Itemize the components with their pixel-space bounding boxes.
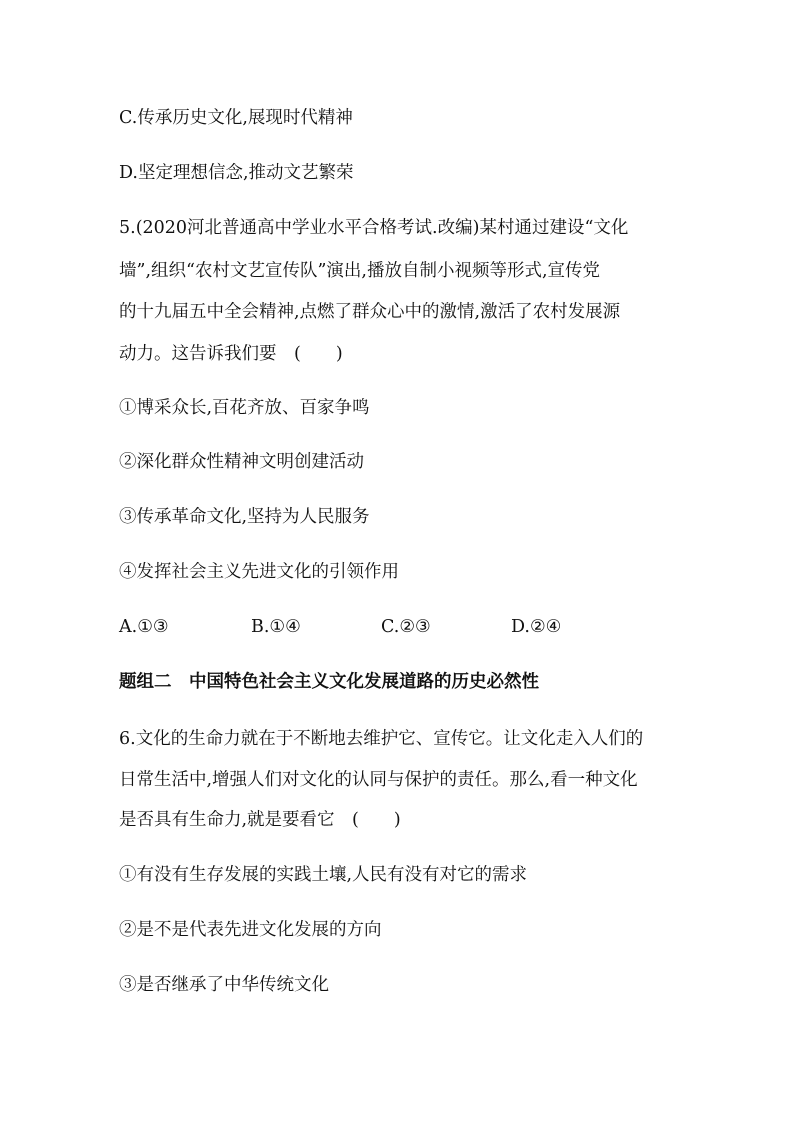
q5-statement-1: ①博采众长,百花齐放、百家争鸣: [119, 398, 370, 418]
q5-choice-c: C.②③: [381, 617, 431, 637]
q5-choice-d: D.②④: [511, 617, 562, 637]
q4-option-d: D.坚定理想信念,推动文艺繁荣: [119, 163, 354, 183]
q6-stem-line: 是否具有生命力,就是要看它 ( ): [119, 810, 401, 830]
q5-statement-2: ②深化群众性精神文明创建活动: [119, 452, 364, 472]
q6-statement-2: ②是不是代表先进文化发展的方向: [119, 920, 382, 940]
q5-choice-b: B.①④: [251, 617, 301, 637]
q5-stem-line: 墙”,组织“农村文艺宣传队”演出,播放自制小视频等形式,宣传党: [119, 261, 601, 281]
q6-statement-3: ③是否继承了中华传统文化: [119, 975, 329, 995]
q6-statement-1: ①有没有生存发展的实践土壤,人民有没有对它的需求: [119, 865, 528, 885]
q5-stem-line: 的十九届五中全会精神,点燃了群众心中的激情,激活了农村发展源: [119, 302, 621, 322]
q4-option-c: C.传承历史文化,展现时代精神: [119, 108, 353, 128]
q5-stem-line: 5.(2020河北普通高中学业水平合格考试.改编)某村通过建设“文化: [119, 218, 629, 238]
q6-stem-line: 6.文化的生命力就在于不断地去维护它、宣传它。让文化走入人们的: [119, 729, 644, 749]
q5-statement-4: ④发挥社会主义先进文化的引领作用: [119, 562, 399, 582]
q5-stem-line: 动力。这告诉我们要 ( ): [119, 344, 343, 364]
section-heading: 题组二 中国特色社会主义文化发展道路的历史必然性: [119, 672, 539, 692]
q5-choice-a: A.①③: [119, 617, 169, 637]
q5-statement-3: ③传承革命文化,坚持为人民服务: [119, 507, 370, 527]
q6-stem-line: 日常生活中,增强人们对文化的认同与保护的责任。那么,看一种文化: [119, 770, 638, 790]
